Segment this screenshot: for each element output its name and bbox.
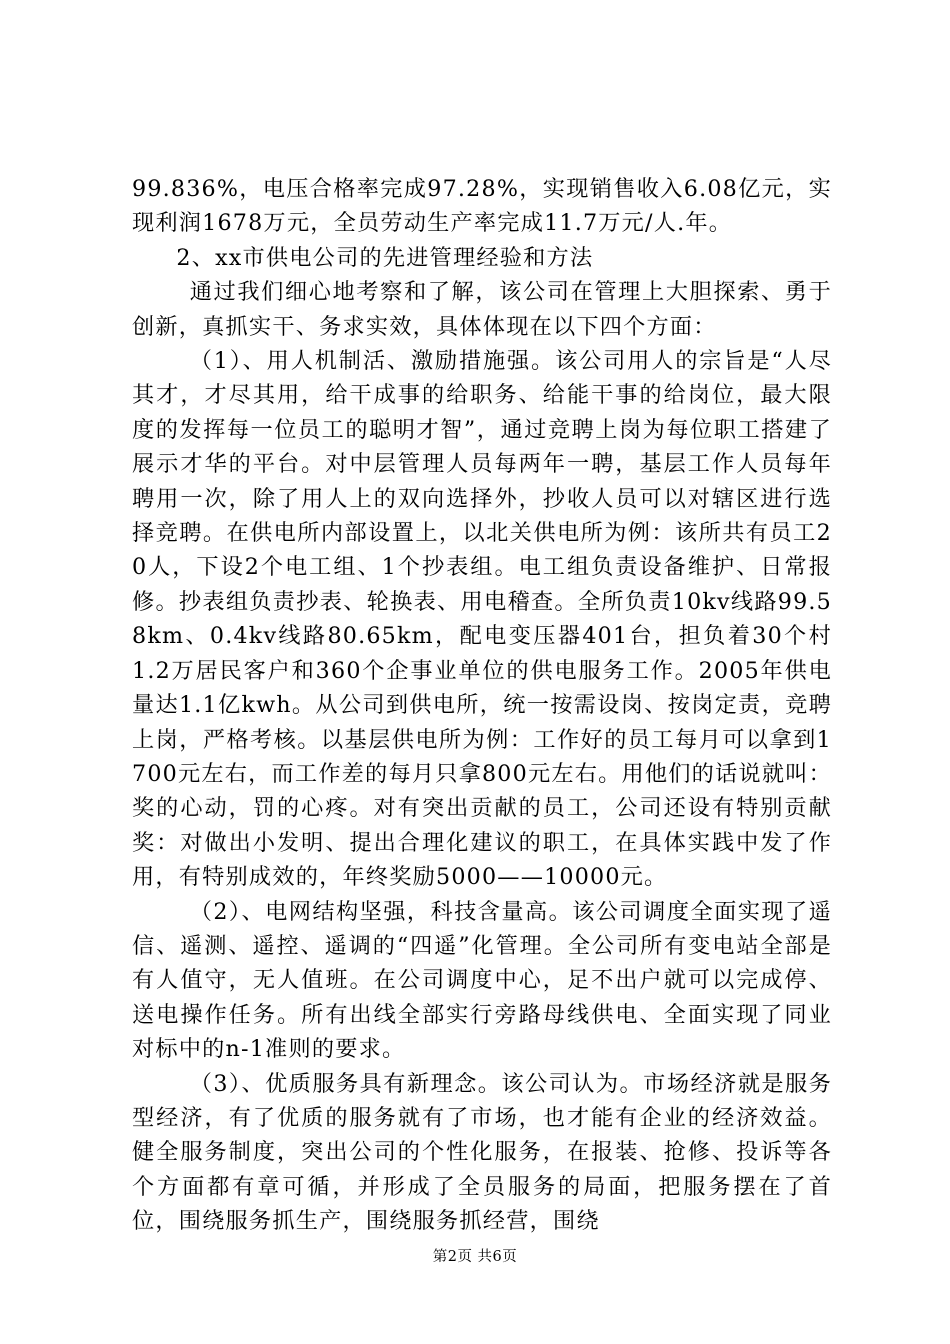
paragraph-item-3: （3）、优质服务具有新理念。该公司认为。市场经济就是服务型经济，有了优质的服务就有了市场，也才能有企业的经济效益。健全服务制度，突出公司的个性化服务，在报装、抢修、投诉等各个方面都有章可循，并形成了全员服务的局面，把服务摆在了首位，围绕服务抓生产，围绕服务抓经营，围绕	[132, 1070, 832, 1235]
paragraph-intro: 通过我们细心地考察和了解，该公司在管理上大胆探索、勇于创新，真抓实干、务求实效，具体体现在以下四个方面：	[132, 279, 832, 340]
page-footer: 第2页 共6页	[432, 1249, 518, 1265]
paragraph-item-2: （2）、电网结构坚强，科技含量高。该公司调度全面实现了遥信、遥测、遥控、遥调的“四遥”化管理。全公司所有变电站全部是有人值守，无人值班。在公司调度中心，足不出户就可以完成停、送电操作任务。所有出线全部实行旁路母线供电、全面实现了同业对标中的n-1准则的要求。	[132, 898, 832, 1063]
section-heading: 2、xx市供电公司的先进管理经验和方法	[176, 244, 594, 271]
document-body	[132, 172, 832, 1239]
paragraph-statistics: 99.836%，电压合格率完成97.28%，实现销售收入6.08亿元，实现利润1678万元，全员劳动生产率完成11.7万元/人.年。	[132, 176, 832, 237]
paragraph-item-1: （1）、用人机制活、激励措施强。该公司用人的宗旨是“人尽其才，才尽其用，给干成事的给职务、给能干事的给岗位，最大限度的发挥每一位员工的聪明才智”，通过竞聘上岗为每位职工搭建了展示才华的平台。对中层管理人员每两年一聘，基层工作人员每年聘用一次，除了用人上的双向选择外，抄收人员可以对辖区进行选择竞聘。在供电所内部设置上，以北关供电所为例：该所共有员工20人，下设2个电工组、1个抄表组。电工组负责设备维护、日常报修。抄表组负责抄表、轮换表、用电稽查。全所负责10kv线路99.58km、0.4kv线路80.65km，配电变压器401台，担负着30个村1.2万居民客户和360个企事业单位的供电服务工作。2005年供电量达1.1亿kwh。从公司到供电所，统一按需设岗、按岗定责，竞聘上岗，严格考核。以基层供电所为例：工作好的员工每月可以拿到1700元左右，而工作差的每月只拿800元左右。用他们的话说就叫：奖的心动，罚的心疼。对有突出贡献的员工，公司还设有特别贡献奖：对做出小发明、提出合理化建议的职工，在具体实践中发了作用，有特别成效的，年终奖励5000——10000元。	[132, 348, 832, 891]
